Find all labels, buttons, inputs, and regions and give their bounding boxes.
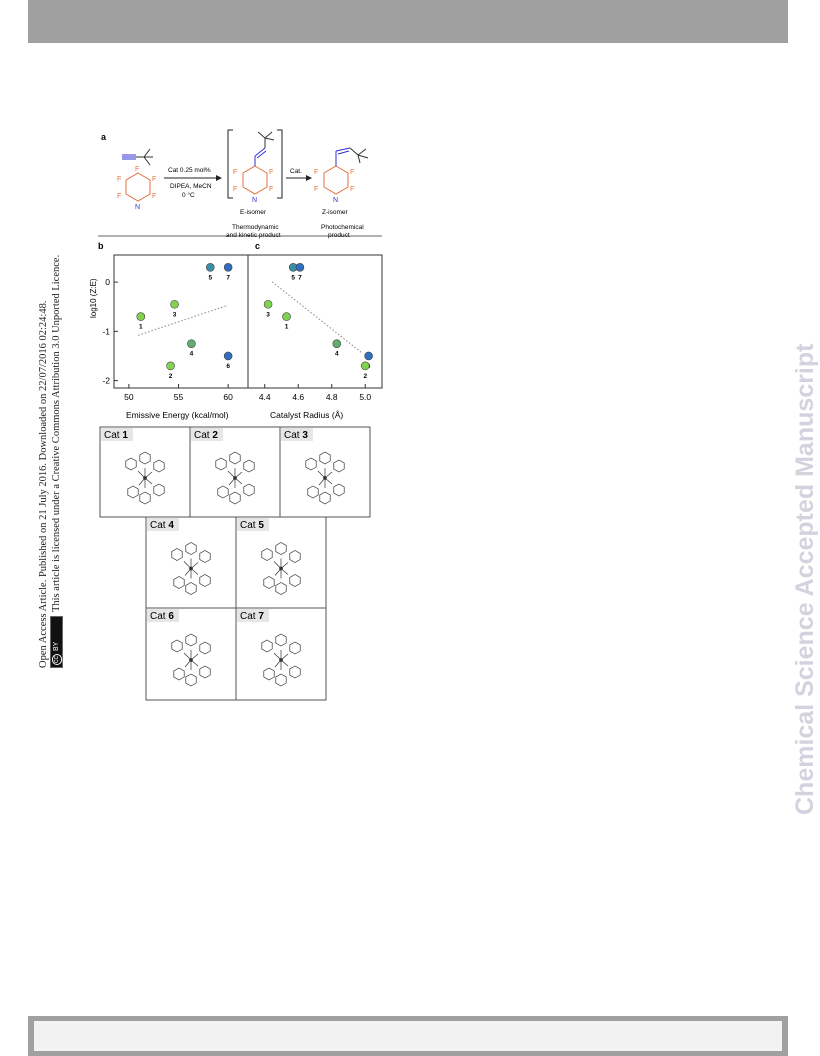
data-point-label: 2	[363, 372, 368, 380]
fluorine-atom-label: F	[233, 169, 238, 176]
catalyst-box-7	[236, 608, 326, 700]
pentafluoropyridine-structure	[126, 173, 150, 201]
cc-by-license-icon[interactable]: ccBY	[50, 616, 63, 668]
data-point-label: 5	[291, 274, 296, 282]
e-isomer-desc-1: Thermodynamic	[232, 224, 279, 231]
catalyst-box-3	[280, 427, 370, 517]
x-tick-label: 5.0	[359, 392, 372, 402]
e-isomer-desc-2: and kinetic product	[226, 232, 281, 239]
data-point-1	[137, 313, 145, 321]
alkyne-structure	[122, 149, 153, 165]
catalyst-box-5	[236, 517, 326, 608]
nitrogen-atom-label: N	[135, 204, 141, 211]
data-point-label: 5	[208, 274, 213, 282]
data-point-label: 2	[168, 372, 173, 380]
fluorine-atom-label: F	[350, 186, 355, 193]
x-axis-label-b: Emissive Energy (kcal/mol)	[126, 410, 229, 420]
plot-b	[102, 263, 233, 402]
panel-a-label: a	[101, 132, 107, 142]
data-point-2	[361, 362, 369, 370]
fluorine-atom-label: F	[135, 166, 140, 173]
z-isomer-desc-2: product	[328, 232, 350, 239]
x-tick-label: 4.4	[258, 392, 271, 402]
sidebar-line-2	[50, 255, 63, 668]
data-point-5	[206, 263, 214, 271]
figure-svg	[88, 118, 388, 703]
fluorine-atom-label: F	[152, 176, 157, 183]
fluorine-atom-label: F	[152, 193, 157, 200]
catalyst-label: Cat 7	[240, 611, 264, 622]
data-point-label: 1	[138, 323, 143, 331]
data-point-label: 4	[334, 350, 339, 358]
x-tick-label: 55	[173, 392, 184, 402]
panel-b-label: b	[98, 241, 104, 251]
y-tick-label: 0	[105, 277, 110, 288]
sidebar-line-1: Open Access Article. Published on 21 July 2016. Downloaded on 22/07/2016 02:24:48.	[38, 300, 49, 668]
fluorine-atom-label: F	[269, 186, 274, 193]
conditions-temperature: 0 °C	[182, 192, 195, 199]
fluorine-atom-label: F	[269, 169, 274, 176]
nitrogen-atom-label: N	[252, 197, 258, 204]
y-tick-label: -1	[102, 326, 110, 337]
y-axis-label: log10 (Z:E)	[89, 278, 98, 318]
fluorine-atom-label: F	[117, 193, 122, 200]
catalyst-label: Cat 4	[150, 520, 174, 531]
data-point-1	[283, 313, 291, 321]
arrow-catalyst-label: Cat.	[290, 168, 302, 175]
x-tick-label: 60	[223, 392, 233, 402]
data-point-label: 1	[284, 323, 289, 331]
fluorine-atom-label: F	[314, 169, 319, 176]
catalyst-label: Cat 2	[194, 430, 218, 441]
z-isomer-desc-1: Photochemical	[321, 224, 364, 231]
catalyst-label: Cat 1	[104, 430, 128, 441]
data-point-label: 7	[226, 274, 230, 282]
z-isomer-label: Z-isomer	[322, 209, 348, 216]
nitrogen-atom-label: N	[333, 197, 339, 204]
catalyst-label: Cat 3	[284, 430, 308, 441]
y-tick-label: -2	[102, 375, 110, 386]
catalyst-grid	[100, 427, 370, 700]
fluorine-atom-label: F	[350, 169, 355, 176]
data-point-3	[171, 300, 179, 308]
x-axis-label-c: Catalyst Radius (Å)	[270, 410, 344, 420]
panel-c-label: c	[255, 241, 261, 251]
data-point-3	[264, 300, 272, 308]
data-point-label: 6	[226, 362, 230, 370]
trend-line	[138, 305, 228, 335]
catalyst-box-2	[190, 427, 280, 517]
z-isomer-structure	[324, 148, 368, 194]
x-tick-label: 50	[124, 392, 134, 402]
catalyst-label: Cat 6	[150, 611, 174, 622]
figure	[88, 118, 388, 708]
catalyst-box-1	[100, 427, 190, 517]
data-point-7	[224, 263, 232, 271]
journal-header-bar	[28, 0, 788, 43]
data-point-label: 3	[266, 311, 270, 319]
data-point-label: 3	[172, 311, 177, 319]
fluorine-atom-label: F	[314, 186, 319, 193]
data-point-6	[224, 352, 232, 360]
fluorine-atom-label: F	[117, 176, 122, 183]
plot-c	[259, 263, 373, 402]
x-tick-label: 4.8	[325, 392, 338, 402]
conditions-base-solvent: DIPEA, MeCN	[170, 183, 212, 190]
catalyst-box-6	[146, 608, 236, 700]
e-isomer-structure	[243, 132, 274, 194]
data-point-label: 4	[189, 350, 194, 358]
catalyst-label: Cat 5	[240, 520, 264, 531]
conditions-catalyst-loading: Cat 0.25 mol%	[168, 167, 211, 174]
data-point-6	[365, 352, 373, 360]
x-tick-label: 4.6	[292, 392, 305, 402]
catalyst-box-4	[146, 517, 236, 608]
data-point-7	[296, 263, 304, 271]
data-point-4	[333, 340, 341, 348]
e-isomer-label: E-isomer	[240, 209, 267, 216]
data-point-2	[167, 362, 175, 370]
fluorine-atom-label: F	[233, 186, 238, 193]
journal-footer-bar	[28, 1016, 788, 1056]
sidebar-license-text: This article is licensed under a Creative Commons Attribution 3.0 Unported Licence.	[51, 254, 62, 612]
footer-inner	[34, 1021, 782, 1051]
data-point-4	[187, 340, 195, 348]
accepted-manuscript-watermark: Chemical Science Accepted Manuscript	[791, 343, 819, 815]
data-point-label: 7	[298, 274, 302, 282]
open-access-sidebar	[37, 255, 63, 668]
